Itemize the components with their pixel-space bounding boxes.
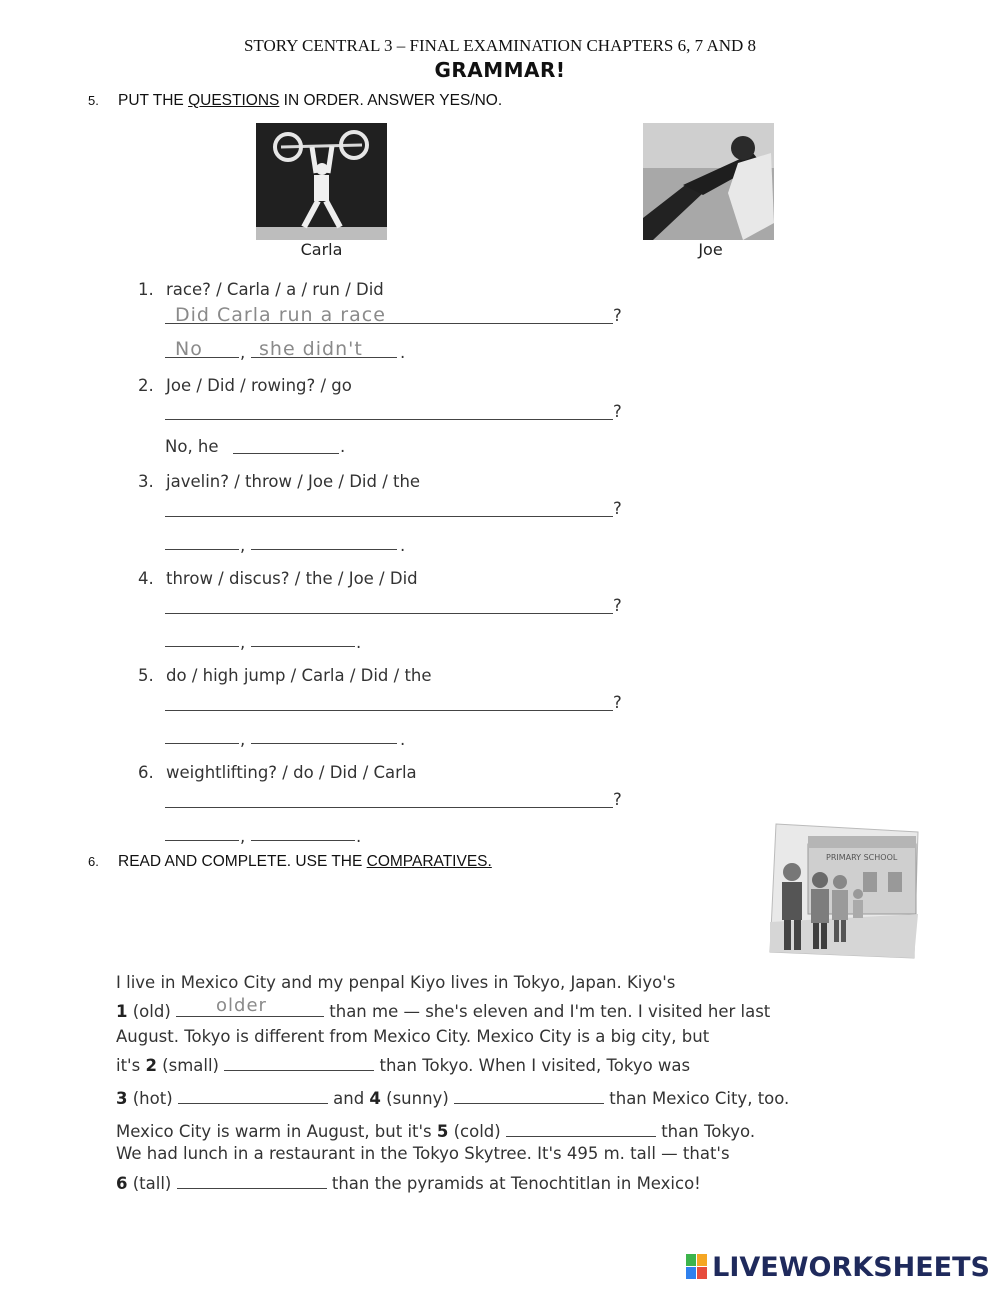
gap-number: 3	[116, 1089, 128, 1108]
question-2-short-answer-line[interactable]	[233, 453, 339, 454]
question-number: 4.	[138, 569, 154, 588]
question-1-answer-filled[interactable]: Did Carla run a race	[175, 304, 386, 326]
question-1-verb-answer-filled[interactable]: she didn't	[259, 338, 363, 360]
weightlifter-icon	[256, 123, 387, 240]
question-6-answer-line[interactable]	[165, 807, 613, 808]
question-number: 6.	[138, 763, 154, 782]
prompt-text: do / high jump / Carla / Did / the	[166, 666, 432, 685]
question-3-prompt	[138, 472, 420, 491]
gap-hint: (sunny)	[380, 1089, 455, 1108]
exercise-number: 6.	[88, 854, 99, 869]
gap-hint: (tall)	[127, 1174, 177, 1193]
exercise-6-heading	[88, 853, 492, 871]
reading-text-line-2	[116, 995, 771, 1021]
gap-hint: (small)	[156, 1056, 225, 1075]
text-run: than Mexico City, too.	[604, 1089, 790, 1108]
heading-underlined: QUESTIONS	[188, 92, 280, 109]
heading-text: READ AND COMPLETE. USE THE	[118, 853, 367, 870]
reading-text-line-4	[116, 1056, 690, 1075]
reading-text-line-5	[116, 1089, 789, 1108]
gap-5-input[interactable]	[506, 1122, 656, 1137]
period: .	[356, 827, 362, 846]
question-3-answer-line[interactable]	[165, 516, 613, 517]
gap-number: 6	[116, 1174, 128, 1193]
comma: ,	[240, 343, 246, 362]
gap-hint: (cold)	[448, 1122, 506, 1141]
question-4-short-answer-line[interactable]	[165, 646, 239, 647]
comma: ,	[240, 536, 246, 555]
comma: ,	[240, 730, 246, 749]
text-run: than me — she's eleven and I'm ten. I visited her last	[324, 1002, 771, 1021]
prompt-text: race? / Carla / a / run / Did	[166, 280, 384, 299]
discus-thrower-icon	[643, 123, 774, 240]
text-run: than the pyramids at Tenochtitlan in Mexico!	[326, 1174, 701, 1193]
reading-text-line-3: August. Tokyo is different from Mexico City. Mexico City is a big city, but	[116, 1027, 710, 1046]
question-number: 1.	[138, 280, 154, 299]
gap-6-input[interactable]	[177, 1174, 327, 1189]
question-number: 2.	[138, 376, 154, 395]
gap-number: 2	[145, 1056, 157, 1075]
comma: ,	[240, 633, 246, 652]
period: .	[400, 730, 406, 749]
question-mark: ?	[613, 693, 622, 712]
question-mark: ?	[613, 790, 622, 809]
comma: ,	[240, 827, 246, 846]
gap-number: 1	[116, 1002, 128, 1021]
gap-1-input[interactable]	[176, 995, 324, 1017]
question-6-verb-answer-line[interactable]	[251, 840, 355, 841]
gap-number: 4	[369, 1089, 381, 1108]
question-6-prompt	[138, 763, 417, 782]
period: .	[400, 343, 406, 362]
question-number: 3.	[138, 472, 154, 491]
school-sign-text: PRIMARY SCHOOL	[826, 853, 898, 862]
gap-2-input[interactable]	[224, 1056, 374, 1071]
text-run: it's	[116, 1056, 146, 1075]
question-3-verb-answer-line[interactable]	[251, 549, 397, 550]
question-6-short-answer-line[interactable]	[165, 840, 239, 841]
period: .	[356, 633, 362, 652]
question-5-answer-line[interactable]	[165, 710, 613, 711]
question-4-verb-answer-line[interactable]	[251, 646, 355, 647]
weightlifter-photo	[256, 123, 387, 240]
question-2-prompt	[138, 376, 352, 395]
heading-text: PUT THE	[118, 92, 189, 109]
reading-text-line-1: I live in Mexico City and my penpal Kiyo lives in Tokyo, Japan. Kiyo's	[116, 973, 676, 992]
discus-thrower-photo	[643, 123, 774, 240]
question-5-verb-answer-line[interactable]	[251, 743, 397, 744]
gap-hint: (hot)	[127, 1089, 178, 1108]
prompt-text: javelin? / throw / Joe / Did / the	[166, 472, 421, 491]
worksheet-title: STORY CENTRAL 3 – FINAL EXAMINATION CHAPTERS 6, 7 AND 8	[243, 36, 757, 55]
reading-text-line-6	[116, 1122, 755, 1141]
period: .	[400, 536, 406, 555]
question-2-answer-line[interactable]	[165, 419, 613, 420]
exercise-number: 5.	[88, 93, 99, 108]
section-title: GRAMMAR!	[434, 58, 566, 82]
gap-1-filled[interactable]: older	[216, 995, 267, 1016]
question-1-prompt	[138, 280, 384, 299]
question-1-short-answer-filled[interactable]: No	[175, 338, 203, 360]
prompt-text: Joe / Did / rowing? / go	[166, 376, 352, 395]
question-mark: ?	[613, 306, 622, 325]
heading-text-end: IN ORDER. ANSWER YES/NO.	[279, 92, 503, 109]
prompt-text: throw / discus? / the / Joe / Did	[166, 569, 418, 588]
text-run: than Tokyo. When I visited, Tokyo was	[374, 1056, 691, 1075]
photo-caption-carla: Carla	[300, 240, 343, 259]
question-5-prompt	[138, 666, 432, 685]
text-run: than Tokyo.	[655, 1122, 756, 1141]
question-5-short-answer-line[interactable]	[165, 743, 239, 744]
gap-4-input[interactable]	[454, 1089, 604, 1104]
liveworksheets-logo	[686, 1252, 990, 1283]
reading-text-line-7: We had lunch in a restaurant in the Tokyo Skytree. It's 495 m. tall — that's	[116, 1144, 730, 1163]
gap-3-input[interactable]	[178, 1089, 328, 1104]
liveworksheets-logo-icon	[686, 1254, 708, 1280]
text-run: Mexico City is warm in August, but it's	[116, 1122, 437, 1141]
question-4-answer-line[interactable]	[165, 613, 613, 614]
question-mark: ?	[613, 596, 622, 615]
school-kids-icon	[768, 822, 922, 960]
photo-caption-joe: Joe	[698, 240, 723, 259]
school-illustration	[768, 822, 922, 960]
question-number: 5.	[138, 666, 154, 685]
gap-hint: (old)	[127, 1002, 177, 1021]
gap-number: 5	[436, 1122, 449, 1141]
question-2-answer-prefix: No, he	[165, 437, 219, 456]
question-mark: ?	[613, 499, 622, 518]
logo-text: LIVEWORKSHEETS	[712, 1252, 990, 1283]
heading-underlined: COMPARATIVES.	[366, 853, 492, 870]
text-run: and	[327, 1089, 370, 1108]
exercise-5-heading	[88, 92, 502, 110]
prompt-text: weightlifting? / do / Did / Carla	[166, 763, 417, 782]
question-mark: ?	[613, 402, 622, 421]
reading-text-line-8	[116, 1174, 701, 1193]
period: .	[340, 437, 346, 456]
question-4-prompt	[138, 569, 418, 588]
question-3-short-answer-line[interactable]	[165, 549, 239, 550]
